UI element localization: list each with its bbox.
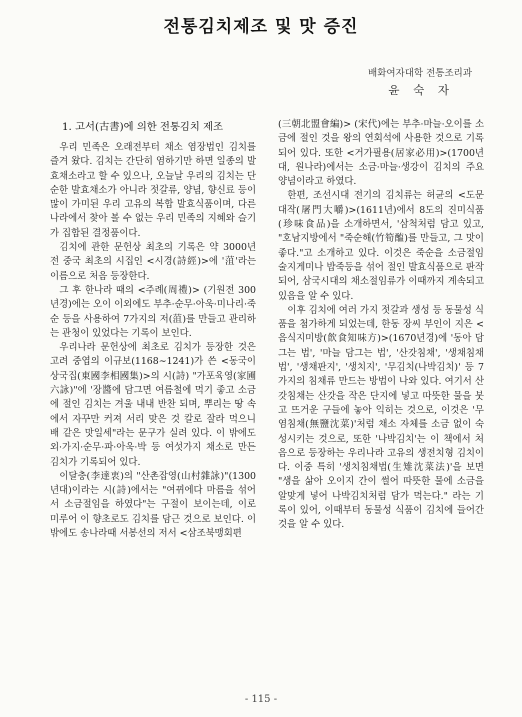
left-column (50, 120, 256, 541)
paragraph: (三朝北盟會編)> (宋代)에는 부추·마늘·오이를 소금에 절인 것을 왕의 연회석에 사용한 것으로 기록되어 있다. 또한 <거가필용(居家必用)>(1700년대, 원나라)에서는 소금·마늘·생강이 김치의 주요 양념이라고 하였다. (278, 119, 484, 188)
section-heading: 1. 고서(古書)에 의한 전통김치 제조 (62, 121, 223, 133)
paragraph: 김치에 관한 문헌상 최초의 기록은 약 3000년 전 중국 최초의 시집인 <시경(詩經)>에 '菹'라는 이름으로 처음 등장한다. (50, 242, 256, 282)
paragraph: 그 후 한나라 때의 <주례(周禮)> (기원전 300년경)에는 오이 이외에도 부추·순무·아욱·미나리·죽순 등을 사용하여 7가지의 저(菹)를 만들고 관리하는 관청이 있었다는 기록이 보인다. (50, 284, 256, 339)
page-number: - 115 - (244, 694, 278, 705)
paragraph: 이달충(李達衷)의 "산촌잡영(山村雜詠)"(1300년대)이라는 시(詩)에서는 "여뀌에다 마름을 섞어서 소금절임을 하였다"는 구절이 보이는데, 이로 미루어 이 향초로도 김치를 담근 것으로 보인다. 이 밖에도 송나라때 서봉선의 저서 <삼조북맹회편 (50, 470, 256, 540)
author-name: 윤 숙 자 (388, 83, 454, 97)
page-title: 전통김치제조 및 맛 증진 (163, 17, 359, 37)
paragraph: 우리 민족은 오래전부터 채소 염장법인 김치를 즐겨 왔다. 김치는 간단히 염하기만 하면 일종의 발효채소라고 할 수 있으나, 오늘날 우리의 김치는 단순한 발효채소가 아니라 젓갈류, 양념, 향신료 등이 많이 가미된 우리 고유의 복합 발효식품이며, 다른 나라에서 찾아 볼 수 없는 우리 민족의 지혜와 슬기가 집합된 결정품이다. (50, 142, 256, 239)
paragraph: 우리나라 문헌상에 최초로 김치가 등장한 것은 고려 중엽의 이규보(1168∼1241)가 쓴 <동국이상국집(東國李相國集)>의 시(詩) "가포육영(家圃六詠)"에 '장醬에 담그면 여름철에 먹기 좋고 소금에 절인 김치는 겨울 내내 반찬 되며, 뿌리는 땅 속에서 자꾸만 커져 서리 맞은 것 칼로 잘라 먹으니 배 같은 맛일세"라는 문구가 실려 있다. 이 밖에도 외·가지·순무·파·아욱·박 등 여섯가지 채소로 만든 김치가 기록되어 있다. (50, 342, 256, 468)
right-column (278, 118, 484, 533)
author-affiliation: 배화여자대학 전통조리과 (368, 68, 472, 79)
paragraph: 이후 김치에 여러 가지 젓갈과 생성 등 동물성 식품을 첨가하게 되었는데, 한동 장씨 부인이 지은 <음식지미방(飮食知味方)>(1670년경)에 '동아 담그는 법', '마늘 담그는 법', '산갓침채', '생채침채법', '생채판지', '생치지', '무김치(나박김치)' 등 7가지의 침채류 만드는 방법이 나와 있다. 여기서 산갓침채는 산갓을 작은 단지에 넣고 따뜻한 물을 붓고 뜨거운 구들에 놓아 익히는 것으로, 이것은 '무염침채(無鹽沈菜)'처럼 채소 자체를 소금 없이 숙성시키는 것으로, 또한 '나박김치'는 이 책에서 처음으로 등장하는 우리나라 고유의 생전치형 김치이다. 이중 특히 '생치침채법(生雉沈菜法)'을 보면 "생을 삶아 오이지 간이 썰어 따뜻한 물에 소금을 알맞게 넣어 나박김치처럼 담가 먹는다." 라는 기록이 있어, 이때부터 동물성 식품이 김치에 들어간 것을 알 수 있다. (278, 304, 484, 531)
paragraph: 한편, 조선시대 전기의 김치류는 허균의 <도문대작(屠門大嚼)>(1611년)에서 8도의 진미식품(珍味食品)을 소개하면서, '삼척처럼 담고 있고, "호남지방에서 "죽순해(竹筍醢)를 만들고, 그 맛이 좋다."고 소개하고 있다. 이것은 죽순을 소금절임 술지게미나 밥죽등을 섞어 절인 발효식품으로 판작되어, 삼국시대의 채소절임류가 이때까지 계속되고 있음을 알 수 있다. (278, 190, 484, 302)
